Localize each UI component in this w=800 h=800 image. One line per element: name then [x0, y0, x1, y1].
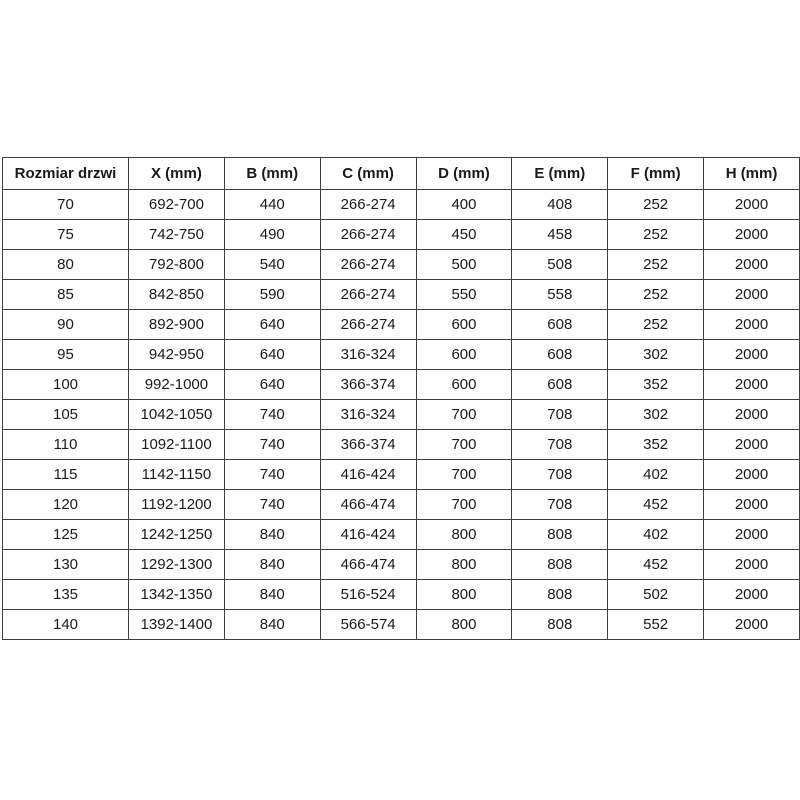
table-row — [3, 400, 800, 430]
table-cell: 640 — [224, 340, 320, 370]
table-cell: 500 — [416, 250, 512, 280]
table-cell: 95 — [3, 340, 129, 370]
column-header: X (mm) — [129, 158, 225, 190]
table-cell: 600 — [416, 370, 512, 400]
table-cell: 458 — [512, 220, 608, 250]
table-cell: 740 — [224, 460, 320, 490]
table-row — [3, 520, 800, 550]
table-cell: 740 — [224, 490, 320, 520]
table-cell: 466-474 — [320, 490, 416, 520]
table-cell: 125 — [3, 520, 129, 550]
table-cell: 700 — [416, 460, 512, 490]
table-cell: 792-800 — [129, 250, 225, 280]
table-cell: 90 — [3, 310, 129, 340]
table-cell: 1042-1050 — [129, 400, 225, 430]
table-cell: 800 — [416, 550, 512, 580]
table-cell: 70 — [3, 190, 129, 220]
table-cell: 742-750 — [129, 220, 225, 250]
table-row — [3, 340, 800, 370]
table-cell: 130 — [3, 550, 129, 580]
table-cell: 316-324 — [320, 340, 416, 370]
table-cell: 840 — [224, 610, 320, 640]
table-cell: 590 — [224, 280, 320, 310]
table-cell: 352 — [608, 370, 704, 400]
table-cell: 708 — [512, 400, 608, 430]
table-cell: 466-474 — [320, 550, 416, 580]
table-cell: 2000 — [704, 460, 800, 490]
table-cell: 366-374 — [320, 430, 416, 460]
table-cell: 840 — [224, 550, 320, 580]
table-row — [3, 280, 800, 310]
table-cell: 2000 — [704, 370, 800, 400]
table-cell: 800 — [416, 520, 512, 550]
table-cell: 840 — [224, 580, 320, 610]
table-cell: 700 — [416, 430, 512, 460]
table-cell: 740 — [224, 400, 320, 430]
table-cell: 302 — [608, 340, 704, 370]
table-cell: 2000 — [704, 520, 800, 550]
table-cell: 808 — [512, 550, 608, 580]
table-row — [3, 220, 800, 250]
table-cell: 540 — [224, 250, 320, 280]
table-cell: 808 — [512, 580, 608, 610]
table-cell: 2000 — [704, 220, 800, 250]
table-cell: 408 — [512, 190, 608, 220]
table-cell: 2000 — [704, 610, 800, 640]
column-header: B (mm) — [224, 158, 320, 190]
table-cell: 2000 — [704, 250, 800, 280]
table-row — [3, 370, 800, 400]
table-cell: 252 — [608, 310, 704, 340]
table-cell: 800 — [416, 610, 512, 640]
door-size-table — [2, 157, 800, 640]
table-cell: 808 — [512, 520, 608, 550]
table-cell: 640 — [224, 370, 320, 400]
table-cell: 266-274 — [320, 220, 416, 250]
table-cell: 1342-1350 — [129, 580, 225, 610]
table-cell: 608 — [512, 310, 608, 340]
table-cell: 2000 — [704, 490, 800, 520]
table-cell: 840 — [224, 520, 320, 550]
table-cell: 608 — [512, 370, 608, 400]
table-row — [3, 190, 800, 220]
column-header: C (mm) — [320, 158, 416, 190]
table-cell: 942-950 — [129, 340, 225, 370]
table-cell: 110 — [3, 430, 129, 460]
table-cell: 2000 — [704, 310, 800, 340]
table-cell: 2000 — [704, 550, 800, 580]
table-cell: 2000 — [704, 400, 800, 430]
table-cell: 416-424 — [320, 460, 416, 490]
table-cell: 75 — [3, 220, 129, 250]
table-cell: 2000 — [704, 280, 800, 310]
table-cell: 566-574 — [320, 610, 416, 640]
table-cell: 708 — [512, 490, 608, 520]
table-cell: 2000 — [704, 190, 800, 220]
table-cell: 402 — [608, 520, 704, 550]
table-cell: 1142-1150 — [129, 460, 225, 490]
table-cell: 252 — [608, 280, 704, 310]
table-cell: 800 — [416, 580, 512, 610]
column-header: H (mm) — [704, 158, 800, 190]
table-cell: 105 — [3, 400, 129, 430]
table-cell: 2000 — [704, 430, 800, 460]
table-cell: 85 — [3, 280, 129, 310]
table-row — [3, 550, 800, 580]
table-cell: 302 — [608, 400, 704, 430]
table-cell: 740 — [224, 430, 320, 460]
table-cell: 2000 — [704, 340, 800, 370]
table-cell: 708 — [512, 460, 608, 490]
table-cell: 552 — [608, 610, 704, 640]
column-header: F (mm) — [608, 158, 704, 190]
table-cell: 450 — [416, 220, 512, 250]
table-row — [3, 158, 800, 190]
table-cell: 416-424 — [320, 520, 416, 550]
table-cell: 115 — [3, 460, 129, 490]
table-cell: 352 — [608, 430, 704, 460]
table-row — [3, 610, 800, 640]
table-cell: 120 — [3, 490, 129, 520]
table-cell: 266-274 — [320, 310, 416, 340]
table-cell: 402 — [608, 460, 704, 490]
table-cell: 558 — [512, 280, 608, 310]
table-cell: 600 — [416, 310, 512, 340]
table-row — [3, 580, 800, 610]
table-cell: 80 — [3, 250, 129, 280]
table-cell: 266-274 — [320, 250, 416, 280]
table-cell: 708 — [512, 430, 608, 460]
table-cell: 1292-1300 — [129, 550, 225, 580]
table-cell: 316-324 — [320, 400, 416, 430]
table-header-row — [3, 158, 800, 190]
table-row — [3, 460, 800, 490]
table-cell: 266-274 — [320, 190, 416, 220]
table-row — [3, 490, 800, 520]
table-cell: 452 — [608, 550, 704, 580]
table-cell: 640 — [224, 310, 320, 340]
table-row — [3, 430, 800, 460]
table-cell: 808 — [512, 610, 608, 640]
table-cell: 700 — [416, 400, 512, 430]
table-cell: 2000 — [704, 580, 800, 610]
table-cell: 502 — [608, 580, 704, 610]
table-cell: 550 — [416, 280, 512, 310]
table-row — [3, 250, 800, 280]
table-body — [3, 190, 800, 640]
table-cell: 140 — [3, 610, 129, 640]
table-cell: 266-274 — [320, 280, 416, 310]
table-cell: 135 — [3, 580, 129, 610]
table-cell: 252 — [608, 190, 704, 220]
table-cell: 252 — [608, 250, 704, 280]
table-cell: 842-850 — [129, 280, 225, 310]
table-cell: 490 — [224, 220, 320, 250]
table-cell: 400 — [416, 190, 512, 220]
table-cell: 440 — [224, 190, 320, 220]
table-cell: 1192-1200 — [129, 490, 225, 520]
table-cell: 516-524 — [320, 580, 416, 610]
table-cell: 366-374 — [320, 370, 416, 400]
table-cell: 452 — [608, 490, 704, 520]
table-cell: 608 — [512, 340, 608, 370]
table-cell: 1092-1100 — [129, 430, 225, 460]
table-cell: 892-900 — [129, 310, 225, 340]
column-header: E (mm) — [512, 158, 608, 190]
table-cell: 992-1000 — [129, 370, 225, 400]
table-cell: 600 — [416, 340, 512, 370]
table-cell: 252 — [608, 220, 704, 250]
table-cell: 100 — [3, 370, 129, 400]
column-header: Rozmiar drzwi — [3, 158, 129, 190]
table-cell: 1242-1250 — [129, 520, 225, 550]
table-cell: 700 — [416, 490, 512, 520]
table-cell: 508 — [512, 250, 608, 280]
door-size-table-container — [2, 157, 800, 640]
column-header: D (mm) — [416, 158, 512, 190]
table-cell: 1392-1400 — [129, 610, 225, 640]
table-cell: 692-700 — [129, 190, 225, 220]
table-row — [3, 310, 800, 340]
